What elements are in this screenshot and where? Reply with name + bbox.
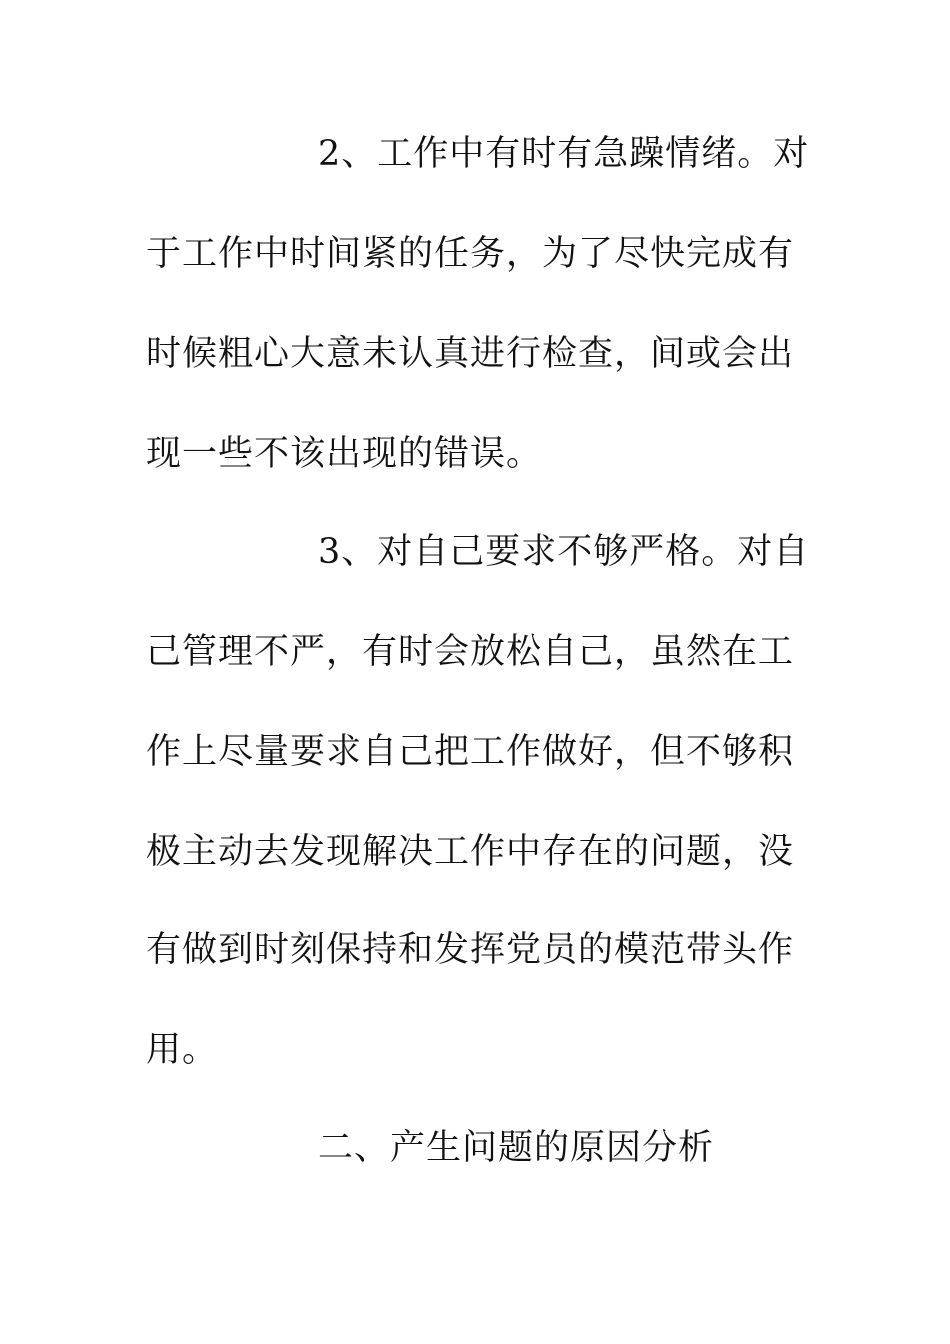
paragraph-3-line-1: 3、对自己要求不够严格。对自 (318, 532, 810, 572)
section-heading: 二、产生问题的原因分析 (318, 1128, 715, 1168)
paragraph-2-line-3: 时候粗心大意未认真进行检查，间或会出 (146, 334, 795, 374)
paragraph-3-line-2: 己管理不严，有时会放松自己，虽然在工 (146, 632, 795, 672)
paragraph-2-line-2: 于工作中时间紧的任务，为了尽快完成有 (146, 234, 795, 274)
paragraph-3-line-4: 极主动去发现解决工作中存在的问题，没 (146, 832, 795, 872)
paragraph-3-line-6: 用。 (146, 1030, 219, 1070)
paragraph-3-line-5: 有做到时刻保持和发挥党员的模范带头作 (146, 930, 795, 970)
paragraph-3-line-3: 作上尽量要求自己把工作做好，但不够积 (146, 732, 795, 772)
paragraph-2-line-4: 现一些不该出现的错误。 (146, 434, 543, 474)
paragraph-2-line-1: 2、工作中有时有急躁情绪。对 (318, 134, 810, 174)
